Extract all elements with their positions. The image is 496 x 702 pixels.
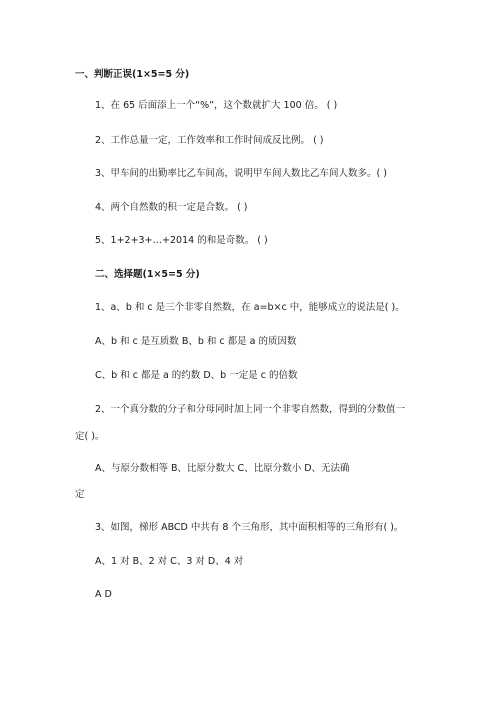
judge-item-2: 2、工作总量一定，工作效率和工作时间成反比例。 ( )	[95, 135, 324, 146]
choice-q1-options-cd: C、b 和 c 都是 a 的约数 D、b 一定是 c 的倍数	[95, 370, 298, 381]
choice-q3-stem: 3、如图，梯形 ABCD 中共有 8 个三角形，其中面积相等的三角形有( )。	[95, 522, 404, 533]
judge-item-4: 4、两个自然数的积一定是合数。 ( )	[95, 202, 248, 213]
section2-title: 二、选择题(1×5=5 分)	[95, 269, 200, 280]
choice-q2-stem-line1: 2、一个真分数的分子和分母同时加上同一个非零自然数，得到的分数值一	[95, 404, 406, 415]
section1-title: 一、判断正误(1×5=5 分)	[75, 69, 190, 80]
judge-item-3: 3、甲车间的出勤率比乙车间高，说明甲车间人数比乙车间人数多。( )	[95, 168, 387, 179]
figure-label: A D	[95, 589, 112, 600]
judge-item-1: 1、在 65 后面添上一个“%”，这个数就扩大 100 倍。 ( )	[95, 100, 338, 111]
choice-q2-options-line1: A、与原分数相等 B、比原分数大 C、比原分数小 D、无法确	[95, 463, 350, 474]
choice-q1-options-ab: A、b 和 c 是互质数 B、b 和 c 都是 a 的质因数	[95, 336, 297, 347]
choice-q2-stem-line2: 定( )。	[75, 431, 105, 442]
choice-q1-stem: 1、a、b 和 c 是三个非零自然数，在 a=b×c 中，能够成立的说法是( )。	[95, 302, 405, 313]
choice-q3-options: A、1 对 B、2 对 C、3 对 D、4 对	[95, 556, 244, 567]
choice-q2-options-line2: 定	[75, 489, 85, 500]
judge-item-5: 5、1+2+3+…+2014 的和是奇数。 ( )	[95, 235, 268, 246]
